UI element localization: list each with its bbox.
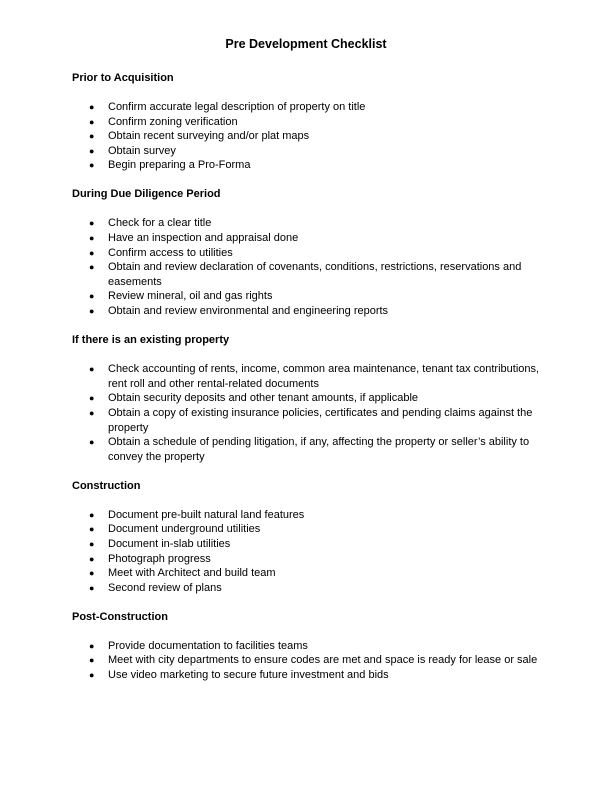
bullet-icon: ● — [89, 655, 95, 666]
section-heading: If there is an existing property — [72, 334, 230, 347]
list-item — [72, 246, 552, 261]
bullet-icon: ● — [89, 553, 95, 564]
list-item-text: Check for a clear title — [108, 217, 212, 230]
list-item-text: Document underground utilities — [108, 523, 261, 536]
bullet-icon: ● — [89, 247, 95, 258]
section-heading: Construction — [72, 479, 141, 492]
list-item — [72, 537, 552, 552]
list-item — [72, 289, 552, 304]
list-item — [72, 129, 552, 144]
checklist — [72, 639, 552, 683]
list-item-text: Provide documentation to facilities teams — [108, 639, 308, 652]
list-item — [72, 158, 552, 173]
list-item — [72, 581, 552, 596]
section-construction — [72, 479, 552, 596]
list-item — [72, 362, 552, 391]
section-existing-property — [72, 333, 552, 464]
list-item-text: Meet with Architect and build team — [108, 567, 276, 580]
bullet-icon: ● — [89, 393, 95, 404]
bullet-icon: ● — [89, 509, 95, 520]
list-item — [72, 115, 552, 130]
list-item-text: Confirm accurate legal description of property on title — [108, 101, 366, 113]
list-item — [72, 216, 552, 231]
checklist — [72, 362, 552, 464]
list-item-text: Document pre-built natural land features — [108, 508, 305, 521]
list-item-text: Begin preparing a Pro-Forma — [108, 159, 251, 172]
list-item — [72, 391, 552, 406]
list-item — [72, 435, 552, 464]
bullet-icon: ● — [89, 102, 95, 112]
bullet-icon: ● — [89, 145, 95, 156]
bullet-icon: ● — [89, 160, 95, 171]
list-item — [72, 653, 552, 668]
list-item-text: Obtain and review environmental and engineering reports — [108, 305, 389, 318]
bullet-icon: ● — [89, 218, 95, 229]
bullet-icon: ● — [89, 437, 95, 448]
section-heading: Prior to Acquisition — [72, 72, 174, 84]
bullet-icon: ● — [89, 131, 95, 142]
list-item-text: Confirm access to utilities — [108, 246, 233, 259]
list-item-text: Obtain survey — [108, 144, 176, 157]
list-item — [72, 552, 552, 567]
section-prior-to-acquisition — [72, 71, 552, 173]
bullet-icon: ● — [89, 582, 95, 593]
bullet-icon: ● — [89, 364, 95, 375]
list-item-text: Photograph progress — [108, 552, 211, 565]
list-item-text: Obtain and review declaration of covenants, conditions, restrictions, reservations and easements — [108, 261, 522, 288]
list-item — [72, 406, 552, 435]
list-item — [72, 260, 552, 289]
list-item-text: Meet with city departments to ensure codes are met and space is ready for lease or sale — [108, 654, 538, 667]
list-item-text: Obtain a copy of existing insurance policies, certificates and pending claims against the property — [108, 406, 533, 434]
bullet-icon: ● — [89, 524, 95, 535]
list-item-text: Document in-slab utilities — [108, 537, 231, 550]
list-item-text: Check accounting of rents, income, common area maintenance, tenant tax contributions, rent roll and other rental-related documents — [108, 363, 540, 390]
document-body — [72, 71, 552, 697]
bullet-icon: ● — [89, 670, 95, 681]
list-item — [72, 100, 552, 115]
document-title: Pre Development Checklist — [225, 37, 387, 51]
checklist — [72, 508, 552, 596]
list-item-text: Obtain a schedule of pending litigation, if any, affecting the property or seller’s ability to convey the property — [108, 436, 530, 463]
list-item — [72, 304, 552, 319]
list-item-text: Second review of plans — [108, 581, 222, 594]
list-item-text: Obtain recent surveying and/or plat maps — [108, 130, 310, 143]
bullet-icon: ● — [89, 233, 95, 244]
checklist — [72, 100, 552, 173]
section-post-construction — [72, 610, 552, 683]
bullet-icon: ● — [89, 568, 95, 579]
section-due-diligence — [72, 187, 552, 318]
bullet-icon: ● — [89, 538, 95, 549]
list-item — [72, 639, 552, 654]
section-heading: Post-Construction — [72, 610, 168, 623]
list-item — [72, 231, 552, 246]
checklist — [72, 216, 552, 318]
list-item-text: Obtain security deposits and other tenant amounts, if applicable — [108, 392, 419, 405]
list-item — [72, 522, 552, 537]
list-item-text: Confirm zoning verification — [108, 115, 238, 128]
list-item — [72, 566, 552, 581]
list-item-text: Review mineral, oil and gas rights — [108, 290, 273, 303]
section-heading: During Due Diligence Period — [72, 188, 221, 201]
bullet-icon: ● — [89, 640, 95, 651]
list-item — [72, 144, 552, 159]
bullet-icon: ● — [89, 407, 95, 418]
bullet-icon: ● — [89, 291, 95, 302]
bullet-icon: ● — [89, 116, 95, 127]
bullet-icon: ● — [89, 262, 95, 273]
list-item — [72, 508, 552, 523]
list-item — [72, 668, 552, 683]
bullet-icon: ● — [89, 306, 95, 317]
list-item-text: Use video marketing to secure future investment and bids — [108, 669, 389, 682]
list-item-text: Have an inspection and appraisal done — [108, 232, 299, 245]
